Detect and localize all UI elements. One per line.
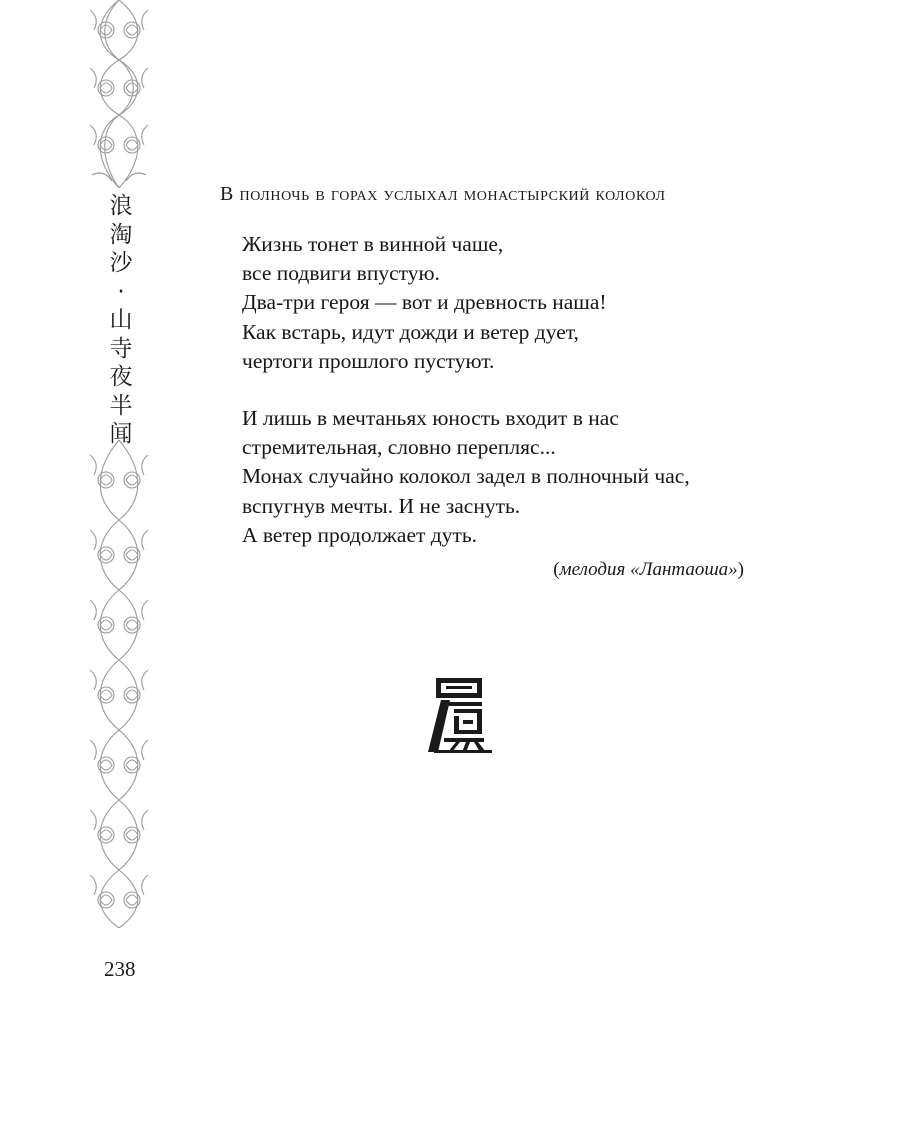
- title-char: ·: [117, 278, 125, 305]
- page-number: 238: [104, 957, 136, 981]
- poem-line: Жизнь тонет в винной чаше,: [242, 232, 504, 256]
- title-char: 山: [109, 307, 133, 333]
- poem-line: стремительная, словно перепляс...: [242, 435, 556, 460]
- title-char: 闻: [109, 421, 133, 447]
- poem-line: Как встарь, идут дожди и ветер дует,: [242, 319, 579, 344]
- poem-stanza-1: [242, 230, 607, 376]
- title-char: 寺: [109, 335, 133, 362]
- poem-line: все подвиги впустую.: [242, 261, 440, 286]
- vertical-chinese-title: [104, 192, 138, 449]
- melody-paren-open: (: [553, 559, 560, 580]
- poem-line: вспугнув мечты. И не заснуть.: [242, 493, 521, 518]
- title-char: 夜: [109, 364, 133, 390]
- seal-ornament-icon: [426, 676, 492, 754]
- poem-line: чертоги прошлого пустуют.: [242, 348, 495, 373]
- poem-line: Два-три героя — вот и древность наша!: [242, 290, 607, 315]
- melody-paren-close: ): [737, 559, 744, 580]
- poem-line: Монах случайно колокол задел в полночный час,: [242, 464, 690, 489]
- floral-border-top-icon: [86, 0, 152, 188]
- title-char: 沙: [109, 250, 133, 276]
- poem-stanza-2: [242, 404, 690, 550]
- melody-note: [553, 559, 744, 581]
- title-char: 淘: [109, 221, 133, 248]
- poem-line: А ветер продолжает дуть.: [242, 522, 478, 547]
- poem-title: В полночь в горах услыхал монастырский колокол: [220, 183, 666, 205]
- melody-name: мелодия «Лантаоша»: [559, 559, 738, 580]
- floral-border-bottom-icon: [86, 440, 152, 928]
- title-char: 半: [109, 392, 133, 419]
- title-char: 浪: [109, 193, 133, 219]
- poem-line: И лишь в мечтаньях юность входит в нас: [242, 406, 619, 430]
